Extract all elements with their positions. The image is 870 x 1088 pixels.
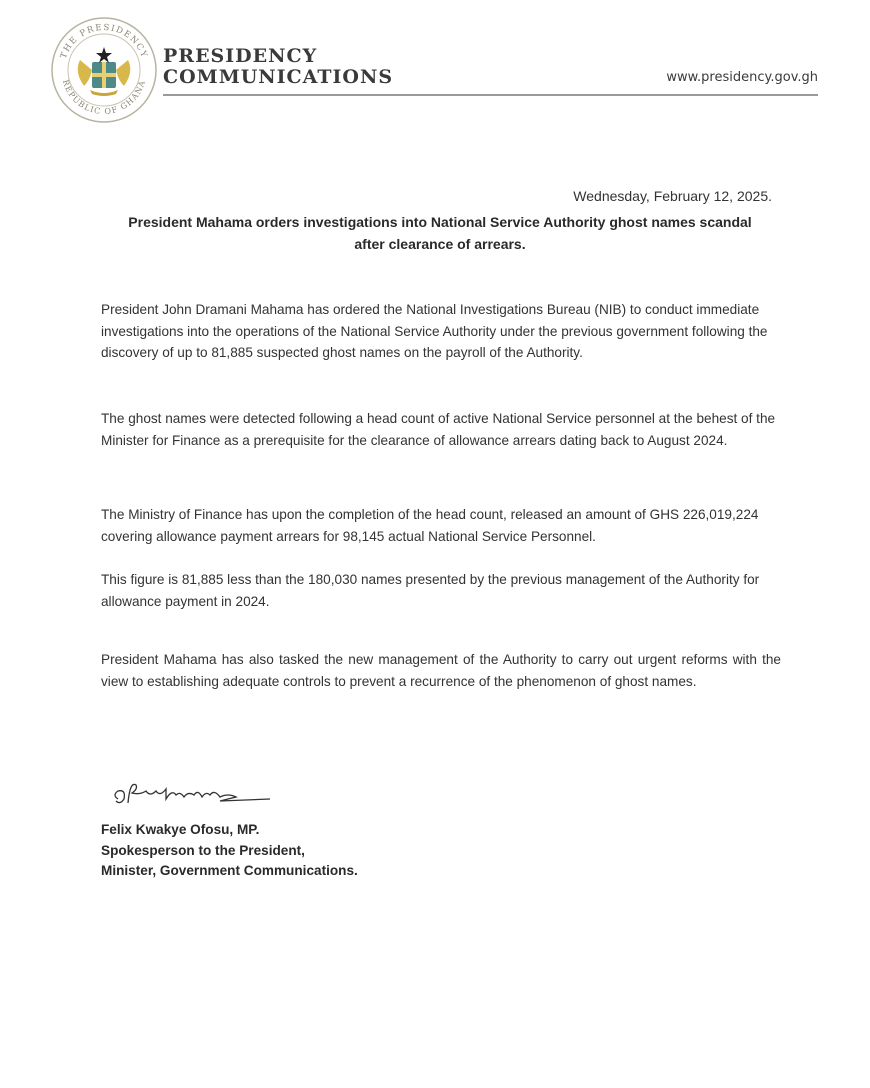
signatory-name: Felix Kwakye Ofosu, MP. bbox=[101, 822, 260, 837]
signatory-block bbox=[101, 820, 358, 882]
svg-text:REPUBLIC OF GHANA: REPUBLIC OF GHANA bbox=[60, 78, 148, 117]
title-line-1: President Mahama orders investigations into National Service Authority ghost names scandal bbox=[128, 214, 752, 230]
paragraph-4: This figure is 81,885 less than the 180,030 names presented by the previous management of the Authority for allowance payment in 2024. bbox=[101, 572, 760, 609]
brand-line-2: COMMUNICATIONS bbox=[163, 66, 394, 88]
paragraph-2: The ghost names were detected following a head count of active National Service personnel at the behest of the Minister for Finance as a prerequisite for the clearance of allowance arrears dating back to August 2024. bbox=[101, 411, 776, 448]
signatory-title-2: Minister, Government Communications. bbox=[101, 863, 358, 878]
press-release-title bbox=[95, 211, 785, 255]
svg-text:THE PRESIDENCY: THE PRESIDENCY bbox=[58, 22, 150, 61]
header-divider bbox=[163, 94, 818, 96]
paragraph-5: President Mahama has also tasked the new management of the Authority to carry out urgent reforms with the view to establishing adequate controls to prevent a recurrence of the phenomenon of ghost names. bbox=[101, 652, 781, 689]
title-line-2: after clearance of arrears. bbox=[354, 236, 526, 252]
paragraph-3: The Ministry of Finance has upon the completion of the head count, released an amount of GHS 226,019,224 covering allowance payment arrears for 98,145 actual National Service Personnel. bbox=[101, 507, 759, 544]
presidency-seal-logo bbox=[50, 16, 158, 124]
paragraph-1: President John Dramani Mahama has ordered the National Investigations Bureau (NIB) to conduct immediate investigations into the operations of the National Service Authority under the previous government following the discovery of up to 81,885 suspected ghost names on the payroll of the Authority. bbox=[101, 302, 768, 360]
handwritten-signature bbox=[110, 775, 280, 815]
website-link[interactable]: www.presidency.gov.gh bbox=[666, 70, 818, 85]
brand-line-1: PRESIDENCY bbox=[163, 45, 318, 67]
brand-name bbox=[163, 46, 393, 88]
release-date: Wednesday, February 12, 2025. bbox=[573, 188, 772, 204]
signatory-title-1: Spokesperson to the President, bbox=[101, 842, 305, 858]
